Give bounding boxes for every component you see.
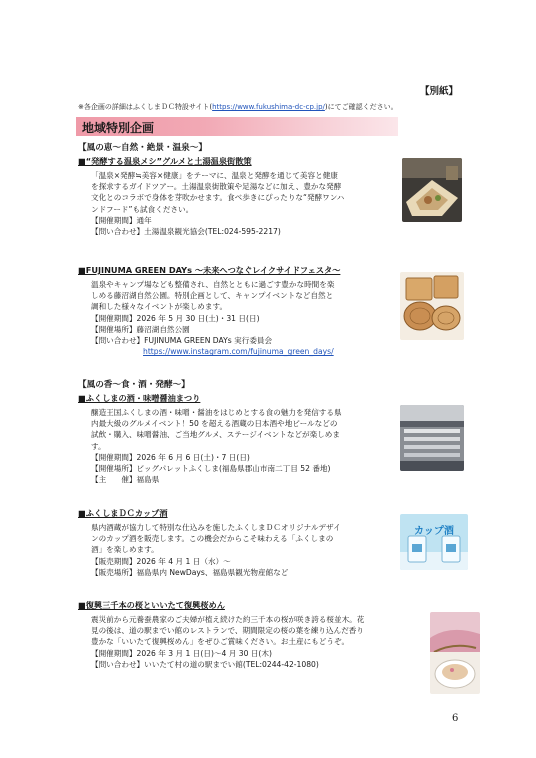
item-title-text: ■ふくしまの酒・味噌醤油まつり — [78, 393, 201, 403]
item-title-sake-festival — [78, 393, 200, 404]
body-line: 調和した様々なイベントが楽しめます。 — [91, 302, 228, 312]
sake-festival-photo — [400, 405, 464, 471]
body-line: 内最大級のグルメイベント！50 を超える酒蔵の日本酒や地ビールなどの — [91, 419, 338, 429]
body-line: 温泉やキャンプ場なども整備され、自然とともに過ごす豊かな時間を楽 — [91, 280, 335, 289]
body-line: 見の後は、道の駅までい館のレストランで、期間限定の桜の葉を練り込んだ香り — [91, 626, 364, 636]
body-link-line — [91, 346, 334, 357]
item-title-text: ■復興三千本の桜といいたて復興桜めん — [78, 600, 225, 610]
body-line: 【問い合わせ】FUJINUMA GREEN DAYs 実行委員会 — [91, 336, 273, 346]
body-line: 【問い合わせ】土湯温泉観光協会(TEL:024-595-2217) — [91, 227, 281, 237]
body-line: 県内酒蔵が協力して特別な仕込みを施したふくしまＤＣオリジナルデザイ — [91, 523, 341, 532]
appendix-tag: 【別紙】 — [420, 86, 459, 97]
instagram-link[interactable]: https://www.instagram.com/fujinuma_green_days/ — [143, 347, 334, 357]
item-body-cup-sake — [91, 522, 341, 578]
body-line: 【開催場所】ビッグパレットふくしま(福島県郡山市南二丁目 52 番地) — [91, 464, 331, 474]
item-title-onsen-meshi — [78, 156, 252, 167]
body-line: 試飲・購入、味噌醤油、ご当地グルメ、ステージイベントなどが楽しめま — [91, 430, 340, 440]
item-body-sake-festival — [91, 407, 342, 485]
section-title: 地域特別企画 — [82, 121, 155, 135]
body-line: 酒」を楽しめます。 — [91, 545, 159, 555]
page-number: 6 — [452, 713, 459, 724]
body-line: 【開催期間】2026 年 6 月 6 日(土)・7 日(日) — [91, 452, 250, 462]
item-title-text: ■ふくしまＤＣカップ酒 — [78, 508, 168, 518]
body-line: ンドフード”も試食ください。 — [91, 204, 194, 214]
body-line: 【開催場所】藤沼湖自然公園 — [91, 324, 190, 334]
body-line: 醸造王国ふくしまの酒・味噌・醤油をはじめとする食の魅力を発信する県 — [91, 408, 342, 417]
item-body-onsen-meshi — [91, 170, 344, 237]
body-line: 【主 催】福島県 — [91, 475, 160, 485]
body-line: しめる藤沼湖自然公園。特別企画として、キャンプイベントなど自然と — [91, 291, 334, 301]
item-body-fujinuma — [91, 279, 334, 357]
site-note-suffix: )にてご確認ください。 — [324, 103, 398, 111]
body-line: 【販売期間】2026 年 4 月 1 日（水）～ — [91, 556, 231, 566]
site-note-prefix: ※各企画の詳細はふくしまＤＣ特設サイト( — [78, 103, 213, 111]
body-line: 「温泉×発酵≒美容×健康」をテーマに、温泉と発酵を通じて美容と健康 — [91, 171, 338, 180]
sakura-noodle-photo — [430, 612, 480, 694]
site-link[interactable]: https://www.fukushima-dc-cp.jp/ — [212, 103, 325, 111]
body-line: す。 — [91, 441, 106, 451]
item-title-sakura — [78, 600, 225, 611]
item-body-sakura — [91, 614, 364, 670]
body-line: ンのカップ酒を販売します。この機会だからこそ味わえる「ふくしまの — [91, 534, 334, 544]
category-heading-nature: 【風の恵～自然・絶景・温泉～】 — [78, 143, 207, 153]
fermented-food-photo — [402, 158, 462, 222]
body-line: 【開催期間】通年 — [91, 215, 152, 225]
body-line: 【開催期間】2026 年 3 月 1 日(日)～4 月 30 日(木) — [91, 648, 272, 658]
body-line: を探求するガイドツアー。土湯温泉街散策や足湯などに加え、豊かな発酵 — [91, 182, 342, 192]
site-note — [78, 102, 398, 112]
body-line: 豊かな「いいたて復興桜めん」をぜひご賞味ください。お土産にもどうぞ。 — [91, 637, 350, 647]
body-line: 文化とのコラボで身体を芽吹かせます。食べ歩きにぴったりな“発酵ワンハ — [91, 193, 345, 203]
cup-sake-photo — [400, 514, 468, 570]
body-line: 【問い合わせ】いいたて村の道の駅までい館(TEL:0244-42-1080) — [91, 659, 319, 669]
cup-sake-label: カップ酒 — [414, 526, 454, 537]
item-title-cup-sake — [78, 508, 168, 519]
item-title-text: ■“発酵する温泉メシ”グルメと土湯温泉街散策 — [78, 156, 252, 166]
category-heading-food: 【風の香～食・酒・発酵～】 — [78, 380, 190, 390]
item-title-text: ■FUJINUMA GREEN DAYs ～未来へつなぐレイクサイドフェスタ～ — [78, 265, 341, 275]
body-line: 震災前から元養蚕農家のご夫婦が植え続けた約三千本の桜が咲き誇る桜並木。花 — [91, 615, 365, 624]
item-title-fujinuma — [78, 265, 340, 276]
body-line: 【開催期間】2026 年 5 月 30 日(土)・31 日(日) — [91, 313, 260, 323]
body-line: 【販売場所】福島県内 NewDays、福島県観光物産館など — [91, 567, 289, 577]
wooden-coasters-photo — [400, 272, 464, 340]
